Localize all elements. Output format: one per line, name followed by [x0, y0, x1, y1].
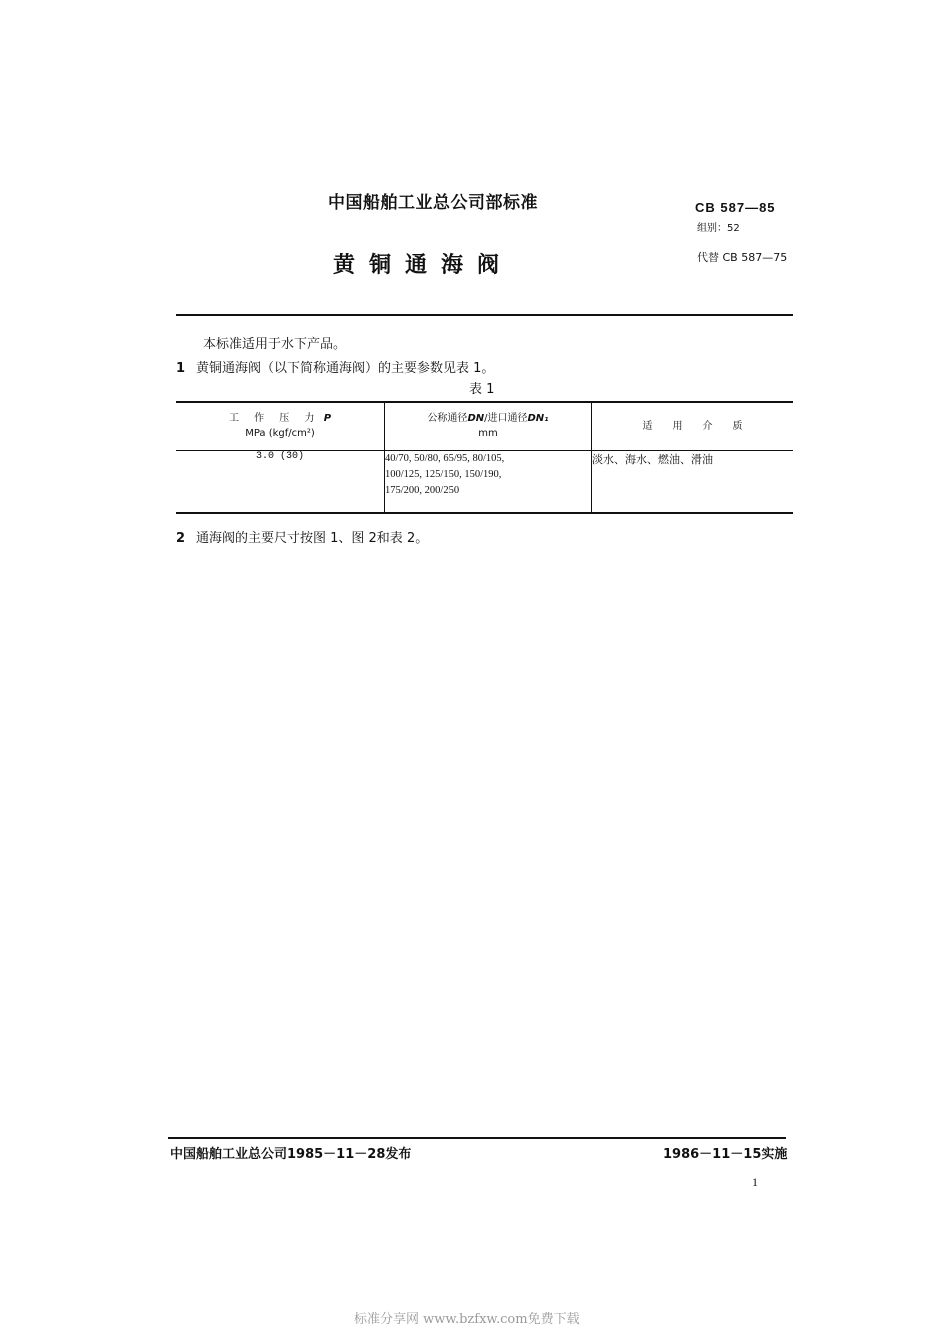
cell-nominal-diameters: [385, 450, 592, 513]
dn-values-line: 40/70, 50/80, 65/95, 80/105,: [385, 452, 505, 464]
clause-number: 2: [176, 531, 186, 546]
footer-divider: [168, 1137, 786, 1139]
dn-unit: mm: [478, 428, 498, 440]
dn-inlet-symbol: DN₁: [527, 413, 549, 425]
intro-paragraph: 本标准适用于水下产品。: [203, 337, 347, 352]
cell-medium: 淡水、海水、燃油、滑油: [592, 450, 794, 513]
clause-1: [176, 357, 494, 376]
document-title: 黄铜通海阀: [333, 253, 514, 278]
pressure-unit: MPa (kgf/cm²): [245, 428, 315, 440]
pressure-symbol: P: [323, 413, 332, 425]
dn-values-line: 175/200, 200/250: [385, 484, 460, 496]
clause-text: 黄铜通海阀（以下简称通海阀）的主要参数见表 1。: [196, 361, 495, 376]
table-row: [176, 450, 793, 513]
group-number: 组别：52: [697, 223, 740, 234]
parameters-table: [176, 401, 793, 514]
effective-date: 1986－11－15实施: [663, 1147, 788, 1162]
header-nominal-diameter: [385, 402, 592, 450]
dn-symbol: DN: [467, 413, 485, 425]
header-pressure: [176, 402, 385, 450]
watermark: 标准分享网 www.bzfxw.com免费下载: [354, 1312, 580, 1327]
dn-label: 公称通径: [427, 413, 468, 425]
replaces-standard: 代替 CB 587—75: [697, 251, 788, 264]
publication-date: 中国船舶工业总公司1985－11－28发布: [170, 1147, 412, 1162]
table-caption: 表 1: [469, 382, 495, 397]
dn-values-line: 100/125, 125/150, 150/190,: [385, 468, 502, 480]
medium-label: 适 用 介 质: [642, 420, 743, 432]
standard-code: CB 587—85: [695, 200, 776, 215]
issuing-organization: 中国船舶工业总公司部标准: [328, 193, 538, 213]
pressure-label: 工 作 压 力: [228, 413, 321, 425]
page-number: 1: [752, 1175, 758, 1189]
header-divider: [176, 314, 793, 316]
table-header-row: [176, 402, 793, 450]
clause-2: [176, 527, 428, 546]
cell-pressure: 3.0 (30): [255, 450, 304, 462]
clause-text: 通海阀的主要尺寸按图 1、图 2和表 2。: [196, 531, 429, 546]
dn-inlet-label: /进口通径: [484, 413, 528, 425]
header-medium: [592, 402, 794, 450]
clause-number: 1: [176, 361, 186, 376]
